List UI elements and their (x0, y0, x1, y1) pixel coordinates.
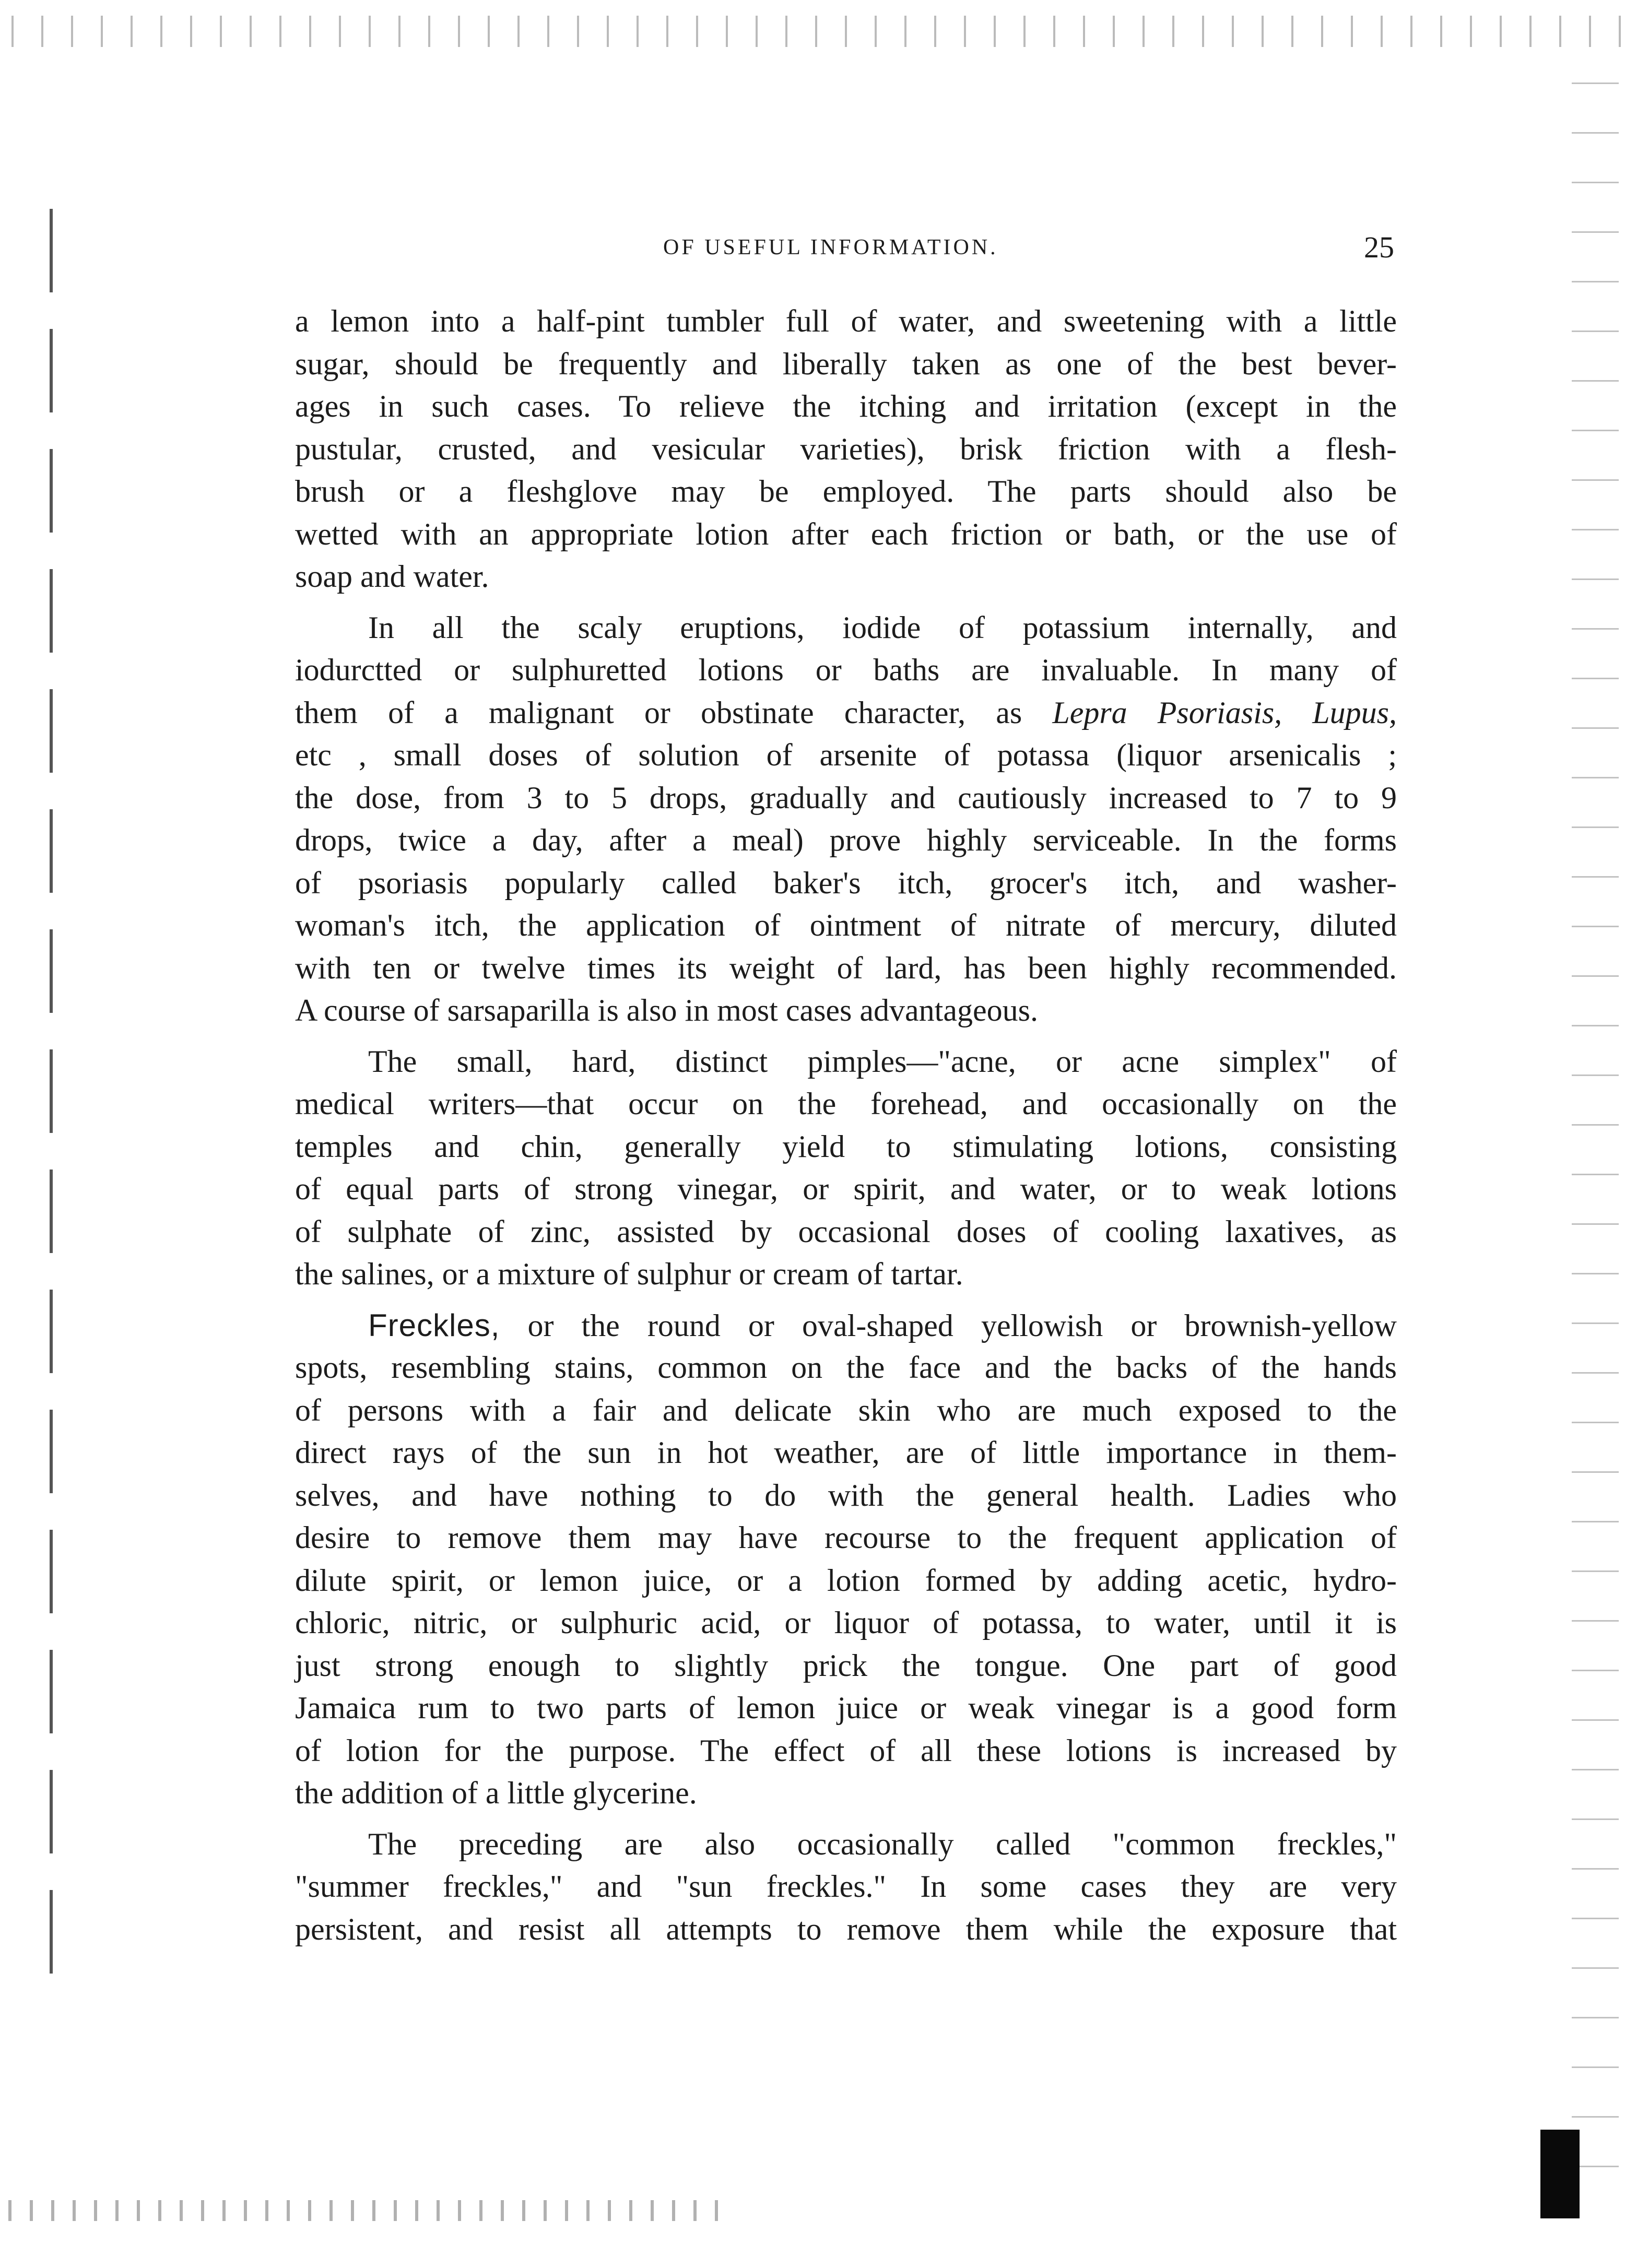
text-line: chloric, nitric, or sulphuric acid, or liquor of potassa, to water, until it is (295, 1605, 1397, 1640)
text-line: The preceding are also occasionally called "common freckles," (368, 1826, 1397, 1861)
text-line: ages in such cases. To relieve the itching and irritation (except in the (295, 389, 1397, 423)
text-segment: them of a malignant or obstinate character, as (295, 695, 1022, 730)
text-line: of sulphate of zinc, assisted by occasional doses of cooling laxatives, as (295, 1214, 1397, 1249)
paragraph-1 (295, 300, 1397, 598)
text-line: soap and water. (295, 559, 489, 594)
text-line: the addition of a little glycerine. (295, 1776, 697, 1810)
text-line: "summer freckles," and "sun freckles." In some cases they are very (295, 1869, 1397, 1904)
scan-edge-noise-right (1572, 63, 1619, 2203)
text-line-with-runin (295, 1304, 1397, 1347)
paragraph-3 (295, 1041, 1397, 1296)
text-line: of psoriasis popularly called baker's itch, grocer's itch, and washer- (295, 865, 1397, 900)
binding-edge-mark (50, 209, 53, 1984)
page-number: 25 (1364, 230, 1394, 264)
text-line: pustular, crusted, and vesicular varieties), brisk friction with a flesh- (295, 431, 1397, 466)
text-line: wetted with an appropriate lotion after each friction or bath, or the use of (295, 516, 1397, 551)
body-text (295, 300, 1397, 1959)
text-line: Jamaica rum to two parts of lemon juice or weak vinegar is a good form (295, 1691, 1397, 1725)
text-line: desire to remove them may have recourse to the frequent application of (295, 1520, 1397, 1555)
text-line: woman's itch, the application of ointment of nitrate of mercury, diluted (295, 908, 1397, 942)
text-line: of lotion for the purpose. The effect of all these lotions is increased by (295, 1733, 1397, 1768)
text-segment: or the round or oval-shaped yellowish or brownish-yellow (527, 1308, 1397, 1343)
paragraph-2 (295, 607, 1397, 1032)
text-line: A course of sarsaparilla is also in most cases advantageous. (295, 993, 1038, 1027)
text-line-with-italics (295, 692, 1397, 735)
runin-heading-freckles: Freckles, (368, 1307, 500, 1343)
scan-edge-noise-top (0, 16, 1637, 47)
text-line: the dose, from 3 to 5 drops, gradually and cautiously increased to 7 to 9 (295, 780, 1397, 815)
text-line: dilute spirit, or lemon juice, or a lotion formed by adding acetic, hydro- (295, 1563, 1397, 1598)
text-line: sugar, should be frequently and liberally taken as one of the best bever- (295, 346, 1397, 381)
running-head (298, 230, 1394, 271)
text-line: a lemon into a half-pint tumbler full of water, and sweetening with a little (295, 304, 1397, 338)
text-line: The small, hard, distinct pimples—"acne, or acne simplex" of (368, 1044, 1397, 1079)
paragraph-4 (295, 1304, 1397, 1815)
text-line: drops, twice a day, after a meal) prove highly serviceable. In the forms (295, 823, 1397, 857)
scan-edge-noise-bottom (0, 2200, 731, 2221)
paragraph-5 (295, 1823, 1397, 1951)
text-line: persistent, and resist all attempts to remove them while the exposure that (295, 1911, 1397, 1946)
text-line: selves, and have nothing to do with the general health. Ladies who (295, 1478, 1397, 1513)
text-line: spots, resembling stains, common on the face and the backs of the hands (295, 1350, 1397, 1385)
text-line: just strong enough to slightly prick the tongue. One part of good (295, 1648, 1397, 1683)
text-line: of persons with a fair and delicate skin who are much exposed to the (295, 1392, 1397, 1427)
running-head-title: OF USEFUL INFORMATION. (663, 235, 998, 259)
text-line: temples and chin, generally yield to stimulating lotions, consisting (295, 1129, 1397, 1164)
text-line: the salines, or a mixture of sulphur or cream of tartar. (295, 1257, 963, 1291)
scan-corner-mark (1540, 2130, 1580, 2218)
text-line: etc , small doses of solution of arsenite of potassa (liquor arsenicalis ; (295, 738, 1397, 772)
text-line: with ten or twelve times its weight of lard, has been highly recommended. (295, 950, 1397, 985)
text-line: of equal parts of strong vinegar, or spirit, and water, or to weak lotions (295, 1172, 1397, 1206)
text-line: In all the scaly eruptions, iodide of potassium internally, and (368, 610, 1397, 645)
text-line: iodurctted or sulphuretted lotions or baths are invaluable. In many of (295, 653, 1397, 687)
text-line: direct rays of the sun in hot weather, are of little importance in them- (295, 1435, 1397, 1470)
italic-disease-names: Lepra Psoriasis, Lupus, (1052, 695, 1397, 730)
text-line: medical writers—that occur on the forehead, and occasionally on the (295, 1086, 1397, 1121)
text-line: brush or a fleshglove may be employed. The parts should also be (295, 474, 1397, 509)
